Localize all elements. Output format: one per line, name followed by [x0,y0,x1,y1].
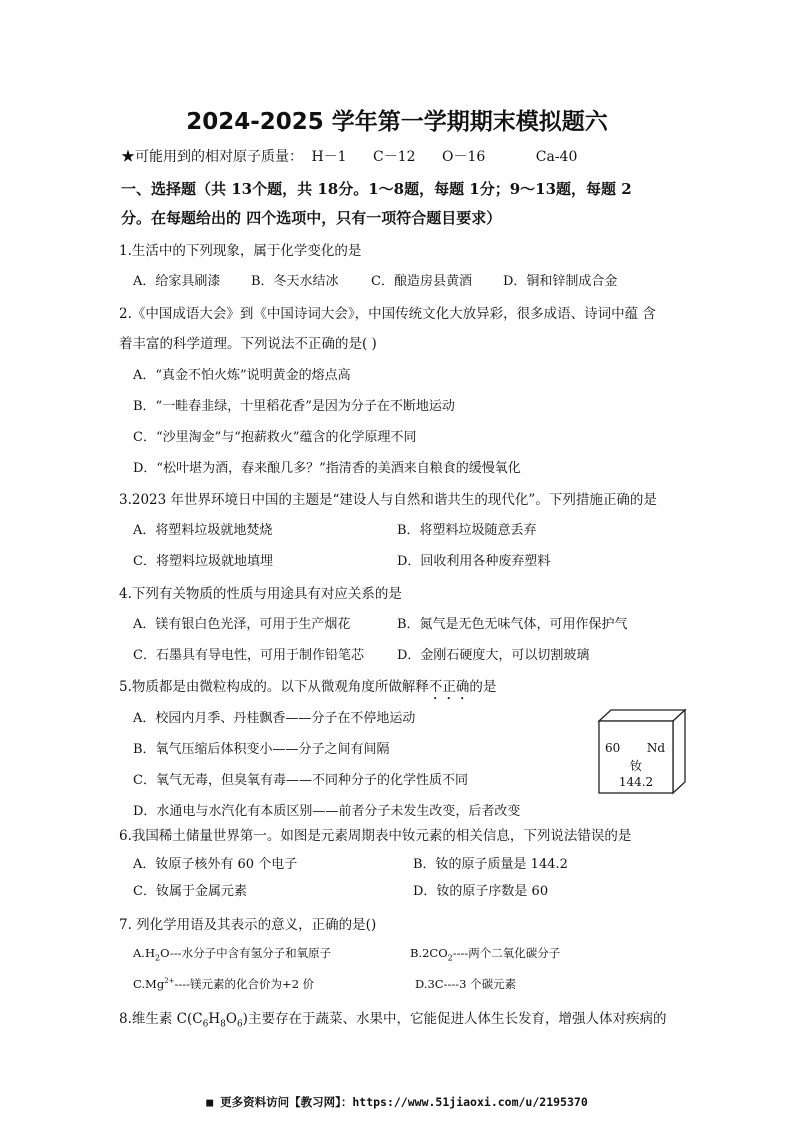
q1-option-d: D．铜和锌制成合金 [503,274,618,289]
q6-option-c: C．钕属于金属元素 [133,884,247,899]
q8-sub-2: 8 [220,1019,226,1030]
q7-c-rest: ----镁元素的化合价为+2 价 [174,977,315,991]
q1-option-b: B．冬天水结冰 [251,274,339,289]
mass-o: O－16 [442,149,486,165]
q2-option-b: B．“一畦春韭绿，十里稻花香”是因为分子在不断地运动 [133,399,455,414]
mass-c: C－12 [373,149,416,165]
mass-ca: Ca-40 [535,149,578,165]
q2-option-a: A．“真金不怕火炼”说明黄金的熔点高 [133,368,351,383]
q1-option-a: A．给家具刷漆 [133,274,221,289]
q1-stem: 1.生活中的下列现象，属于化学变化的是 [119,243,362,259]
q4-option-d: D．金刚石硬度大，可以切割玻璃 [397,648,590,663]
q2-stem-line1: 2.《中国成语大会》到《中国诗词大会》，中国传统文化大放异彩，很多成语、诗词中蕴 含 [119,306,656,322]
q4-option-b: B．氮气是无色无味气体，可用作保护气 [397,617,628,632]
q3-option-d: D．回收利用各种废弃塑料 [397,554,551,569]
q7-b-sub: 2 [447,953,453,963]
q7-b-rest: ----两个二氧化碳分子 [452,946,561,960]
element-card-nd [599,721,673,793]
q5-option-d: D．水通电与水汽化有本质区别——前者分子未发生改变，后者改变 [133,804,521,819]
q8-stem [119,1007,666,1030]
q7-a-text: A.H [133,946,155,960]
atomic-mass: 144.2 [618,775,654,789]
q5-stem-text: 5.物质都是由微粒构成的。以下从微观角度所做解释 [119,679,429,695]
q8-sub-1: 6 [202,1019,209,1030]
q2-option-d: D．“松叶堪为酒，春来酿几多？”指清香的美酒来自粮食的缓慢氧化 [133,461,521,476]
q8-h: H [208,1011,221,1027]
q7-c-text: C.Mg [133,977,165,991]
element-name: 钕 [629,759,642,773]
q6-stem: 6.我国稀土储量世界第一。如图是元素周期表中钕元素的相关信息，下列说法错误的是 [119,828,632,844]
q3-option-c: C．将塑料垃圾就地填埋 [133,554,273,569]
mass-h: H－1 [311,149,347,165]
q8-o: O [225,1011,237,1027]
q7-option-c [133,976,314,992]
q5-option-b: B．氧气压缩后体积变小——分子之间有间隔 [133,742,390,757]
section-heading-line2: 分。在每题给出的 四个选项中，只有一项符合题目要求） [121,209,502,227]
q5-option-c: C．氧气无毒，但臭氧有毒——不同种分子的化学性质不同 [133,773,468,788]
q8-rest: )主要存在于蔬菜、水果中，它能促进人体生长发育，增强人体对疾病的 [242,1011,667,1027]
q7-a-rest: O---水分子中含有氢分子和氧原子 [160,946,332,960]
atomic-masses-label: ★可能用到的相对原子质量： [121,149,303,165]
q8-text: 8.维生素 C(C [119,1011,203,1027]
q4-stem: 4.下列有关物质的性质与用途具有对应关系的是 [119,586,402,602]
q6-option-d: D．钕的原子序数是 60 [413,884,549,899]
q6-option-b: B．钕的原子质量是 144.2 [413,857,568,872]
q3-stem: 3.2023 年世界环境日中国的主题是“建设人与自然和谐共生的现代化”。下列措施正确的是 [119,492,657,508]
q2-stem-line2: 着丰富的科学道理。下列说法不正确的是( ) [119,336,377,352]
footer-link[interactable]: ■ 更多资料访问【教习网】：https://www.51jiaoxi.com/u/2195370 [206,1095,588,1109]
q7-option-d: D.3C----3 个碳元素 [415,977,517,991]
q3-option-a: A．将塑料垃圾就地焚烧 [133,523,273,538]
q4-option-a: A．镁有银白色光泽，可用于生产烟花 [133,617,351,632]
q2-option-c: C．“沙里淘金”与“抱薪救火”蕴含的化学原理不同 [133,430,417,445]
q3-option-b: B．将塑料垃圾随意丢弃 [397,523,537,538]
q6-option-a: A．钕原子核外有 60 个电子 [133,857,298,872]
atomic-masses [121,146,599,166]
element-symbol: Nd [646,741,665,755]
q4-option-c: C．石墨具有导电性，可用于制作铅笔芯 [133,648,364,663]
page-title: 2024-2025 学年第一学期期末模拟题六 [186,109,608,135]
q5-stem [119,675,496,703]
q7-option-b [410,945,560,962]
q7-a-sub: 2 [155,953,161,963]
section-heading-line1: 一、选择题（共 13个题，共 18分。1～8题，每题 1分；9～13题，每题 2 [121,180,632,198]
q8-sub-3: 6 [236,1019,243,1030]
q7-b-text: B.2CO [410,946,448,960]
q5-option-a: A．校园内月季、丹桂飘香——分子在不停地运动 [133,711,416,726]
q7-option-a [133,945,331,962]
atomic-number: 60 [605,741,621,755]
q7-c-sup: 2+ [164,977,175,986]
q7-stem: 7. 列化学用语及其表示的意义，正确的是() [119,917,377,933]
q1-option-c: C．酿造房县黄酒 [371,274,472,289]
q5-emphasis: 不正确 [428,679,470,695]
q5-stem-end: 的是 [469,679,497,695]
